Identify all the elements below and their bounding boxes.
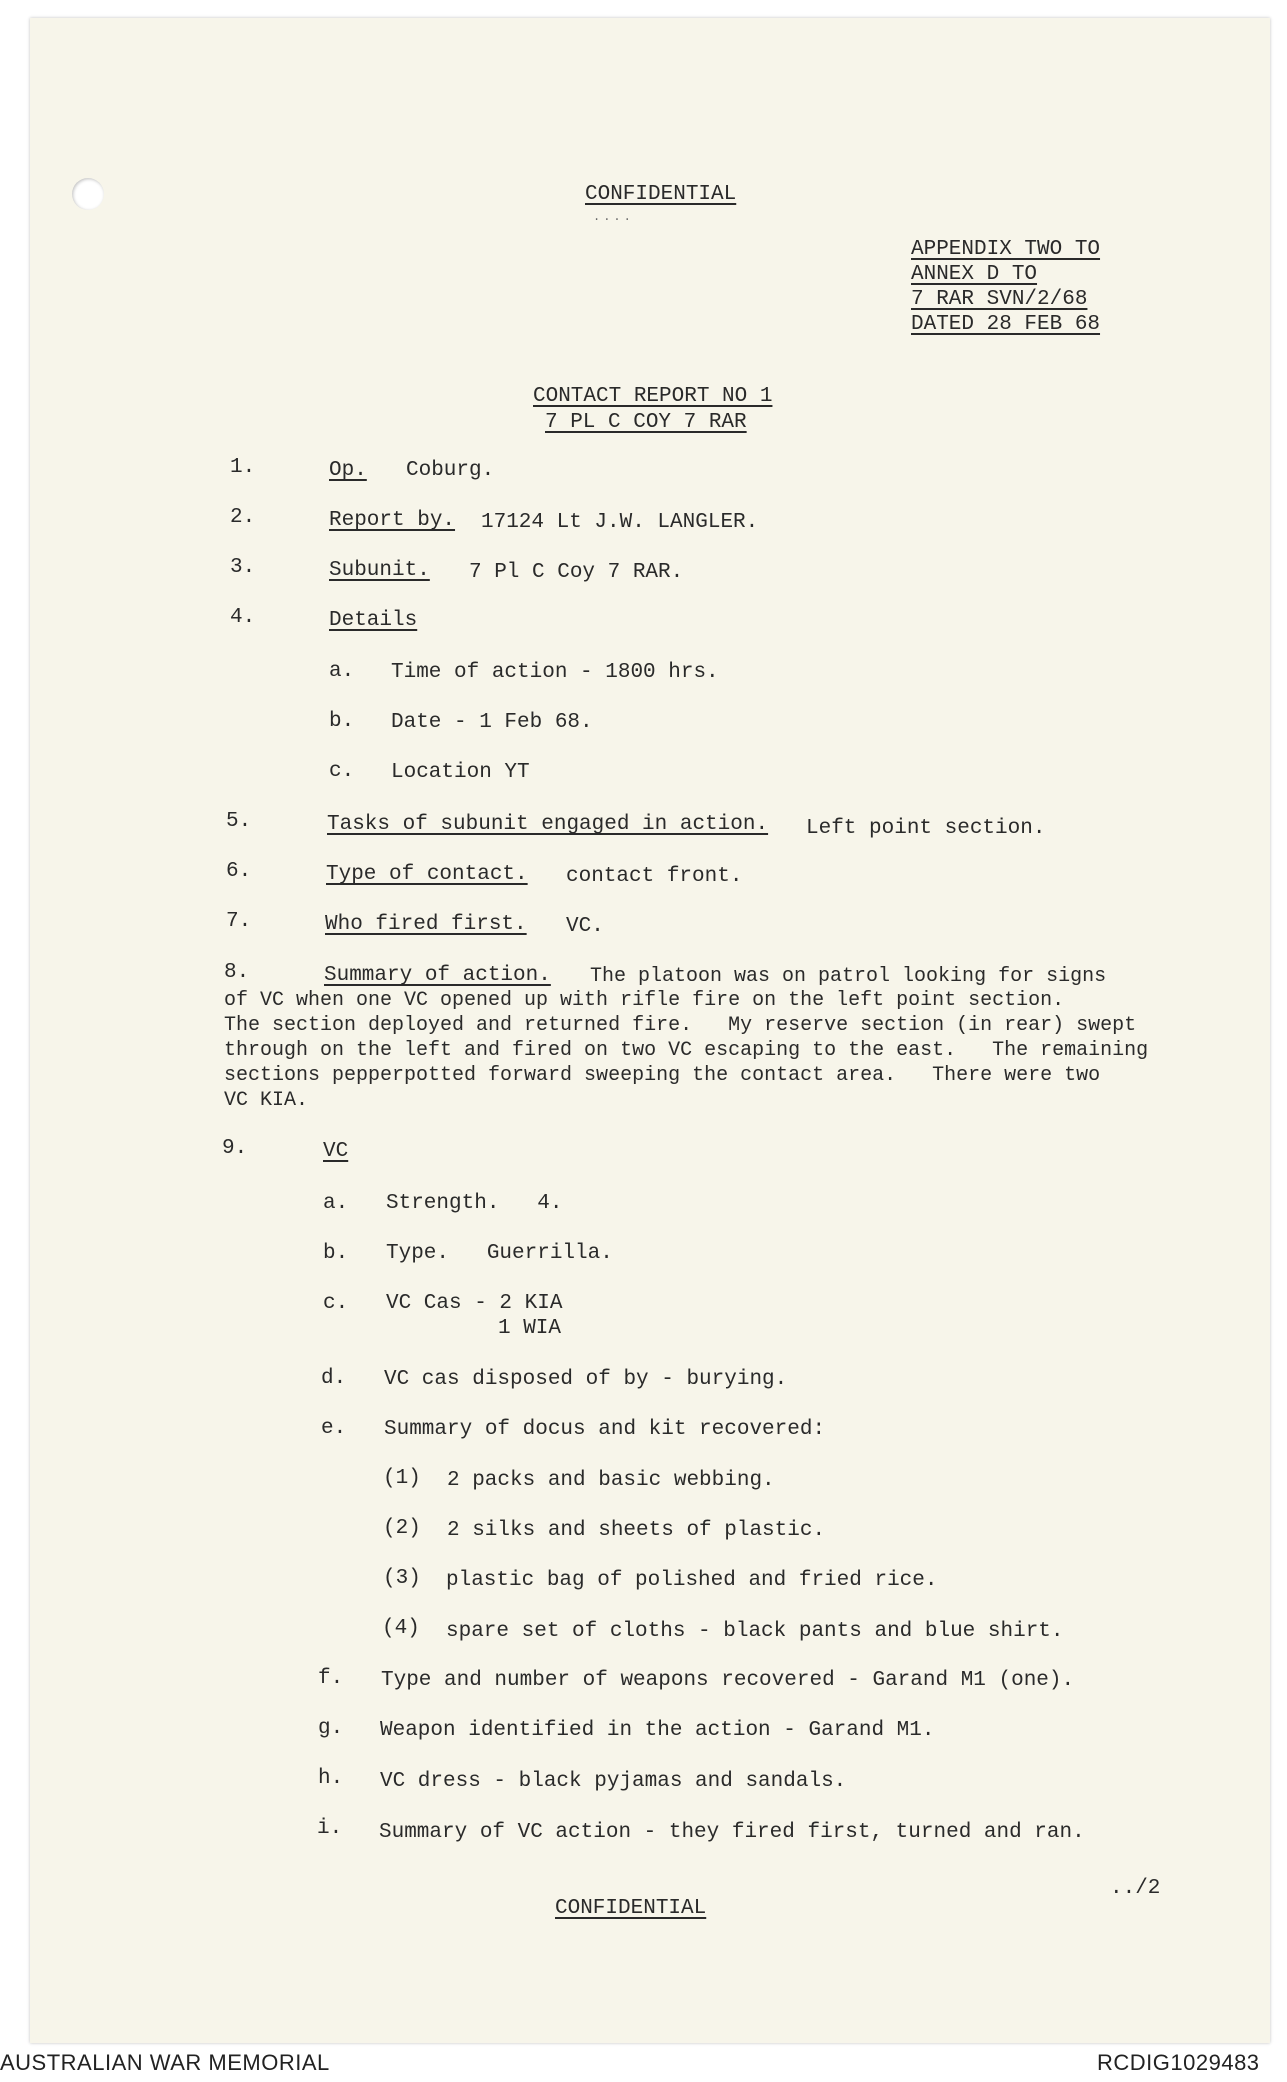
report-subtitle: 7 PL C COY 7 RAR bbox=[545, 411, 747, 434]
item-number: 2. bbox=[230, 506, 256, 529]
sub-text: 1 WIA bbox=[498, 1317, 562, 1340]
sub-text: VC Cas - 2 KIA bbox=[386, 1292, 563, 1315]
item-number: 4. bbox=[230, 606, 256, 629]
sub-sub-number: (4) bbox=[382, 1617, 420, 1640]
sub-sub-text: plastic bag of polished and fried rice. bbox=[446, 1569, 938, 1592]
sub-text: Strength. 4. bbox=[386, 1192, 563, 1215]
summary-line: The section deployed and returned fire. My reserve section (in rear) swept bbox=[224, 1014, 1137, 1037]
item-label: Subunit. bbox=[329, 559, 430, 582]
item-label: VC bbox=[323, 1140, 349, 1163]
sub-letter: b. bbox=[329, 710, 355, 733]
sub-letter: f. bbox=[318, 1667, 344, 1690]
summary-line: The platoon was on patrol looking for signs bbox=[590, 965, 1107, 988]
classification-footer: CONFIDENTIAL bbox=[555, 1897, 707, 1920]
item-number: 8. bbox=[224, 961, 250, 984]
sub-letter: d. bbox=[321, 1367, 347, 1390]
archive-id: RCDIG1029483 bbox=[1097, 2050, 1260, 2075]
appendix-line-3: 7 RAR SVN/2/68 bbox=[911, 288, 1088, 311]
report-title: CONTACT REPORT NO 1 bbox=[533, 385, 773, 408]
sub-letter: g. bbox=[318, 1717, 344, 1740]
sub-letter: c. bbox=[323, 1292, 349, 1315]
sub-sub-number: (3) bbox=[383, 1567, 421, 1590]
item-value: 17124 Lt J.W. LANGLER. bbox=[481, 511, 759, 534]
page-continuation: ../2 bbox=[1110, 1877, 1161, 1900]
sub-text: Location YT bbox=[391, 761, 530, 784]
item-number: 9. bbox=[222, 1137, 248, 1160]
item-value: 7 Pl C Coy 7 RAR. bbox=[469, 561, 684, 584]
archive-credit: AUSTRALIAN WAR MEMORIAL bbox=[0, 2050, 330, 2075]
appendix-line-4: DATED 28 FEB 68 bbox=[911, 313, 1101, 336]
sub-text: VC cas disposed of by - burying. bbox=[384, 1368, 788, 1391]
item-number: 3. bbox=[230, 556, 256, 579]
sub-letter: a. bbox=[329, 660, 355, 683]
summary-line: through on the left and fired on two VC escaping to the east. The remaining bbox=[224, 1039, 1149, 1062]
item-label: Details bbox=[329, 609, 418, 632]
sub-letter: i. bbox=[317, 1817, 343, 1840]
sub-sub-text: 2 packs and basic webbing. bbox=[447, 1469, 775, 1492]
sub-text: Date - 1 Feb 68. bbox=[391, 711, 593, 734]
item-number: 6. bbox=[226, 860, 252, 883]
item-value: VC. bbox=[566, 915, 604, 938]
sub-sub-number: (2) bbox=[383, 1517, 421, 1540]
item-value: Left point section. bbox=[806, 817, 1046, 840]
sub-letter: h. bbox=[318, 1767, 344, 1790]
sub-sub-number: (1) bbox=[383, 1467, 421, 1490]
sub-text: Summary of VC action - they fired first, turned and ran. bbox=[379, 1821, 1085, 1844]
item-number: 5. bbox=[226, 810, 252, 833]
punch-hole bbox=[72, 178, 104, 210]
item-number: 7. bbox=[226, 910, 252, 933]
item-label: Tasks of subunit engaged in action. bbox=[327, 813, 769, 836]
sub-text: Type. Guerrilla. bbox=[386, 1242, 613, 1265]
sub-sub-text: 2 silks and sheets of plastic. bbox=[447, 1519, 826, 1542]
sub-letter: e. bbox=[321, 1417, 347, 1440]
appendix-line-2: ANNEX D TO bbox=[911, 263, 1038, 286]
dotted-mark: .... bbox=[593, 210, 634, 224]
sub-letter: c. bbox=[329, 760, 355, 783]
item-label: Who fired first. bbox=[325, 913, 527, 936]
item-label: Summary of action. bbox=[324, 964, 551, 987]
item-value: Coburg. bbox=[406, 459, 495, 482]
item-number: 1. bbox=[230, 456, 256, 479]
classification-header: CONFIDENTIAL bbox=[585, 183, 737, 206]
sub-text: Type and number of weapons recovered - Garand M1 (one). bbox=[381, 1669, 1075, 1692]
sub-letter: b. bbox=[323, 1242, 349, 1265]
item-value: contact front. bbox=[566, 865, 743, 888]
item-label: Type of contact. bbox=[326, 863, 528, 886]
sub-text: Weapon identified in the action - Garand M1. bbox=[380, 1719, 935, 1742]
sub-text: VC dress - black pyjamas and sandals. bbox=[380, 1770, 847, 1793]
sub-letter: a. bbox=[323, 1192, 349, 1215]
sub-sub-text: spare set of cloths - black pants and blue shirt. bbox=[446, 1620, 1064, 1643]
item-label: Op. bbox=[329, 459, 367, 482]
summary-line: sections pepperpotted forward sweeping the contact area. There were two bbox=[224, 1064, 1101, 1087]
item-label: Report by. bbox=[329, 509, 456, 532]
appendix-line-1: APPENDIX TWO TO bbox=[911, 238, 1101, 261]
summary-line: of VC when one VC opened up with rifle fire on the left point section. bbox=[224, 989, 1065, 1012]
summary-line: VC KIA. bbox=[224, 1089, 309, 1112]
sub-text: Summary of docus and kit recovered: bbox=[384, 1418, 826, 1441]
sub-text: Time of action - 1800 hrs. bbox=[391, 661, 719, 684]
